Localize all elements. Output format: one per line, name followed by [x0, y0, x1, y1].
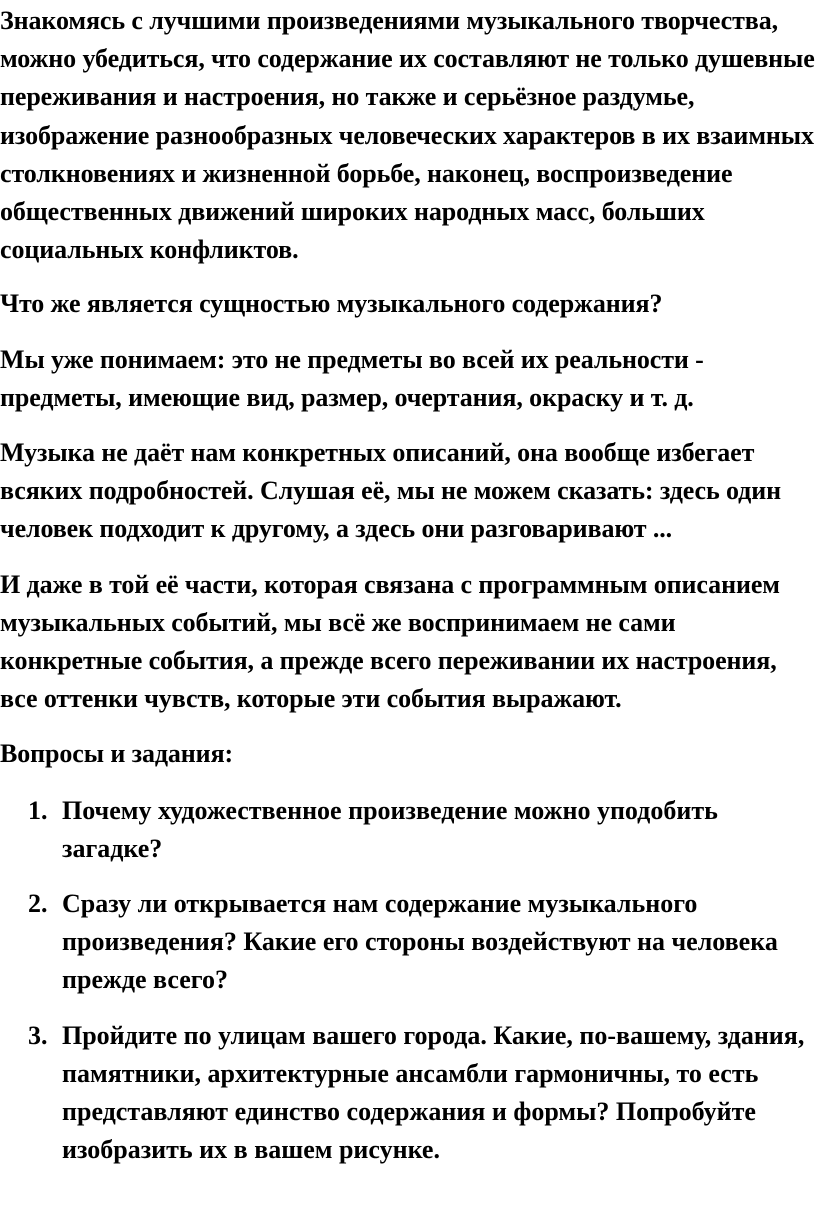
paragraph-question: Что же является сущностью музыкального содержания? [0, 289, 663, 319]
list-item [0, 792, 816, 868]
list-item-text: Пройдите по улицам вашего города. Какие, по-вашему, здания, памятники, архитектурные ансамбли гармоничны, то есть представляют единство содержания и формы? Попробуйте изобразить их в вашем рисунке. [62, 1020, 805, 1165]
paragraph-music-descriptions: Музыка не даёт нам конкретных описаний, она вообще избегает всяких подробностей. Слушая её, мы не можем сказать: здесь один человек подходит к другому, а здесь они разговаривают ... [0, 438, 781, 544]
list-item [0, 1017, 816, 1170]
list-item-number: 2. [28, 889, 48, 919]
paragraph-program-music: И даже в той её части, которая связана с программным описанием музыкальных событий, мы всё же воспринимаем не сами конкретные события, а прежде всего переживании их настроения, все оттенки чувств, которые эти события выражают. [0, 569, 780, 714]
list-item [0, 885, 816, 1000]
list-item-number: 1. [28, 795, 48, 825]
paragraph-intro: Знакомясь с лучшими произведениями музыкального творчества, можно убедиться, что содержание их составляют не только душевные переживания и настроения, но также и серьёзное раздумье, изображение разнообразных человеческих характеров в их взаимных столкновениях и жизненной борьбе, наконец, воспроизведение общественных движений широких народных масс, больших социальных конфликтов. [0, 6, 815, 265]
list-item-text: Сразу ли открывается нам содержание музыкального произведения? Какие его стороны воздействуют на человека прежде всего? [62, 889, 778, 995]
questions-list [0, 792, 816, 1170]
list-item-number: 3. [28, 1020, 48, 1050]
paragraph-understanding: Мы уже понимаем: это не предметы во всей их реальности - предметы, имеющие вид, размер, очертания, окраску и т. д. [0, 344, 704, 412]
questions-heading: Вопросы и задания: [0, 739, 234, 769]
list-item-text: Почему художественное произведение можно уподобить загадке? [62, 795, 718, 863]
